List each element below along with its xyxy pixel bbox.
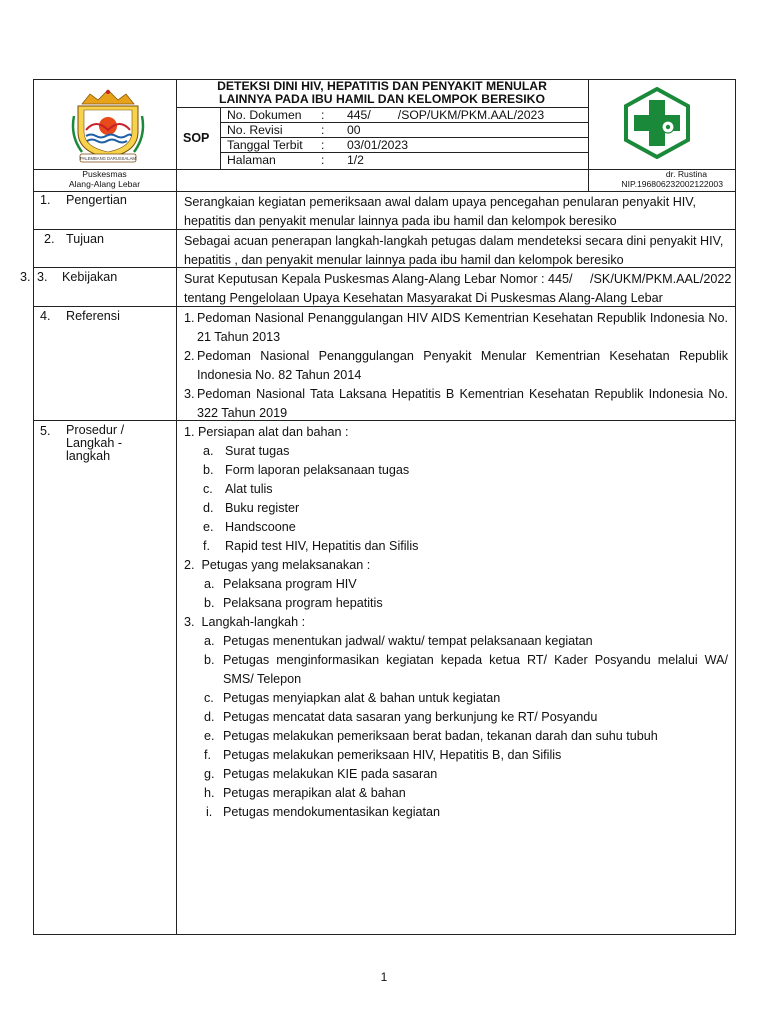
section-1-line-2: hepatitis dan penyakit menular lainnya pada ibu hamil dan kelompok beresiko	[184, 214, 617, 228]
sop-label: SOP	[183, 131, 210, 145]
procedure-step-1-list	[184, 442, 728, 556]
list-text: Petugas melakukan pemeriksaan berat badan, tekanan darah dan suhu tubuh	[223, 729, 658, 743]
puskesmas-cross-logo	[622, 87, 692, 159]
list-text: Form laporan pelaksanaan tugas	[225, 463, 410, 477]
list-text: Petugas melakukan pemeriksaan HIV, Hepatitis B, dan Sifilis	[223, 748, 562, 762]
meta-value-halaman: 1/2	[347, 153, 364, 167]
meta-colon-1: :	[321, 108, 325, 122]
list-text: Petugas menentukan jadwal/ waktu/ tempat pelaksanaan kegiatan	[223, 634, 593, 648]
procedure-step-3-list	[184, 632, 728, 822]
list-text: Pelaksana program HIV	[223, 577, 357, 591]
page-number: 1	[380, 970, 388, 984]
list-marker: a.	[204, 634, 215, 648]
procedure-step-3-item	[184, 632, 728, 651]
procedure-step-2-item	[184, 594, 728, 613]
list-text: Petugas mendokumentasikan kegiatan	[223, 805, 441, 819]
section-5-label-line-2: Langkah -	[66, 436, 123, 450]
document-title	[176, 80, 588, 106]
list-text: Handscoone	[225, 520, 296, 534]
sop-divider	[220, 107, 221, 169]
reference-item-1-line-1: Pedoman Nasional Penanggulangan HIV AIDS Kementrian Kesehatan Republik Indonesia No.	[197, 311, 728, 325]
meta-value-no-revisi: 00	[347, 123, 361, 137]
list-marker: a.	[204, 577, 215, 591]
reference-item-1-line-2: 21 Tahun 2013	[197, 330, 281, 344]
list-marker: a.	[203, 444, 214, 458]
procedure-step-1-item	[184, 518, 728, 537]
section-2-number: 2.	[44, 232, 55, 246]
signer-nip: NIP.196806232002122003	[621, 178, 723, 189]
organization-name	[33, 170, 176, 190]
list-text: Petugas merapikan alat & bahan	[223, 786, 406, 800]
section-5-label	[66, 424, 124, 463]
section-1-label: Pengertian	[66, 193, 127, 207]
reference-item-1-number: 1.	[184, 311, 195, 325]
organization-line-1: Puskesmas	[82, 169, 127, 179]
section-3-number: 3.	[37, 270, 48, 284]
reference-item-2-number: 2.	[184, 349, 195, 363]
reference-item-1	[184, 309, 728, 347]
section-2-label: Tujuan	[66, 232, 105, 246]
section-5-number: 5.	[40, 424, 51, 438]
table-border-left	[33, 79, 34, 935]
reference-item-3-line-1: Pedoman Nasional Tata Laksana Hepatitis B Kementrian Kesehatan Republik Indonesia No.	[197, 387, 728, 401]
procedure-step-2-item	[184, 575, 728, 594]
list-marker: f.	[204, 748, 211, 762]
procedure-step-3-item	[184, 651, 728, 689]
procedure-step-1-item	[184, 461, 728, 480]
list-text: Petugas menginformasikan kegiatan kepada ketua RT/ Kader Posyandu melalui WA/	[223, 653, 728, 667]
section-3-content	[184, 270, 732, 308]
list-marker: b.	[204, 596, 215, 610]
section-3-line-2: tentang Pengelolaan Upaya Kesehatan Masyarakat Di Puskesmas Alang-Alang Lebar	[184, 291, 663, 305]
table-border-bottom	[33, 934, 736, 935]
procedure-step-3-heading: 3. Langkah-langkah :	[184, 615, 306, 629]
list-text: Petugas melakukan KIE pada sasaran	[223, 767, 438, 781]
list-text: Petugas mencatat data sasaran yang berkunjung ke RT/ Posyandu	[223, 710, 598, 724]
meta-label-no-dokumen: No. Dokumen	[227, 108, 302, 122]
meta-value-tanggal-terbit: 03/01/2023	[347, 138, 408, 152]
meta-value-no-dokumen: 445/ /SOP/UKM/PKM.AAL/2023	[347, 108, 545, 122]
list-text: Pelaksana program hepatitis	[223, 596, 383, 610]
section-4-label: Referensi	[66, 309, 120, 323]
procedure-step-1-item	[184, 499, 728, 518]
meta-label-no-revisi: No. Revisi	[227, 123, 283, 137]
list-text: Buku register	[225, 501, 300, 515]
list-marker: c.	[203, 482, 213, 496]
signer-block	[588, 170, 735, 190]
meta-colon-4: :	[321, 153, 325, 167]
section-4-content	[184, 309, 728, 423]
section-5-label-line-1: Prosedur /	[66, 423, 125, 437]
procedure-step-1-item	[184, 442, 728, 461]
procedure-step-3-item	[184, 765, 728, 784]
list-marker: b.	[203, 463, 214, 477]
list-marker: e.	[204, 729, 215, 743]
list-marker: d.	[203, 501, 214, 515]
section-3-outer-number: 3.	[20, 270, 31, 284]
list-marker: h.	[204, 786, 215, 800]
procedure-step-3-item	[184, 803, 728, 822]
section-2-content	[184, 232, 728, 270]
meta-colon-2: :	[321, 123, 325, 137]
list-text: Rapid test HIV, Hepatitis dan Sifilis	[225, 539, 419, 553]
list-marker: d.	[204, 710, 215, 724]
section-2-line-2: hepatitis , dan penyakit menular lainnya pada ibu hamil dan kelompok beresiko	[184, 253, 624, 267]
section-1-line-1: Serangkaian kegiatan pemeriksaan awal dalam upaya pencegahan penularan penyakit HIV,	[184, 195, 697, 209]
svg-text:PALEMBANG DARUSSALAM: PALEMBANG DARUSSALAM	[80, 156, 136, 161]
procedure-step-1-heading: 1. Persiapan alat dan bahan :	[184, 425, 349, 439]
procedure-step-3-item	[184, 689, 728, 708]
section-1-number: 1.	[40, 193, 51, 207]
column-divider-left	[176, 79, 177, 935]
procedure-step-3-item	[184, 708, 728, 727]
procedure-step-1-item	[184, 480, 728, 499]
section-1-content	[184, 193, 728, 231]
reference-item-2-line-1: Pedoman Nasional Penanggulangan Penyakit Menular Kementrian Kesehatan Republik	[197, 349, 728, 363]
signature-row-divider	[33, 191, 736, 192]
reference-item-2-line-2: Indonesia No. 82 Tahun 2014	[197, 368, 362, 382]
procedure-step-3-item	[184, 727, 728, 746]
organization-line-2: Alang-Alang Lebar	[68, 178, 141, 189]
section-4-number: 4.	[40, 309, 51, 323]
list-text: Surat tugas	[225, 444, 290, 458]
section-2-line-1: Sebagai acuan penerapan langkah-langkah petugas dalam mendeteksi secara dini penyakit HIV,	[184, 234, 724, 248]
signer-name: dr. Rustina	[665, 169, 707, 179]
procedure-step-3-item	[184, 784, 728, 803]
section-5-label-line-3: langkah	[66, 449, 111, 463]
procedure-step-2-list	[184, 575, 728, 613]
reference-item-3-line-2: 322 Tahun 2019	[197, 406, 288, 420]
document-title-line-2: LAINNYA PADA IBU HAMIL DAN KELOMPOK BERESIKO	[219, 92, 545, 106]
list-marker: i.	[206, 805, 213, 819]
list-text: Petugas menyiapkan alat & bahan untuk kegiatan	[223, 691, 501, 705]
section-3-label: Kebijakan	[62, 270, 118, 284]
section-5-content	[184, 423, 728, 822]
procedure-step-3-item	[184, 746, 728, 765]
reference-item-2	[184, 347, 728, 385]
list-marker: g.	[204, 767, 215, 781]
section-3-line-1: Surat Keputusan Kepala Puskesmas Alang-Alang Lebar Nomor : 445/ /SK/UKM/PKM.AAL/2022	[184, 272, 732, 286]
list-marker: e.	[203, 520, 214, 534]
table-border-right	[735, 79, 736, 935]
list-text: Alat tulis	[225, 482, 273, 496]
list-text-continued: SMS/ Telepon	[223, 672, 302, 686]
procedure-step-1-item	[184, 537, 728, 556]
list-marker: b.	[204, 653, 215, 667]
document-title-line-1: DETEKSI DINI HIV, HEPATITIS DAN PENYAKIT MENULAR	[217, 79, 547, 93]
palembang-emblem-logo	[68, 86, 148, 166]
meta-label-halaman: Halaman	[227, 153, 276, 167]
reference-item-3-number: 3.	[184, 387, 195, 401]
reference-item-3	[184, 385, 728, 423]
meta-colon-3: :	[321, 138, 325, 152]
list-marker: c.	[204, 691, 214, 705]
list-marker: f.	[203, 539, 210, 553]
procedure-step-2-heading: 2. Petugas yang melaksanakan :	[184, 558, 371, 572]
meta-label-tanggal-terbit: Tanggal Terbit	[227, 138, 303, 152]
